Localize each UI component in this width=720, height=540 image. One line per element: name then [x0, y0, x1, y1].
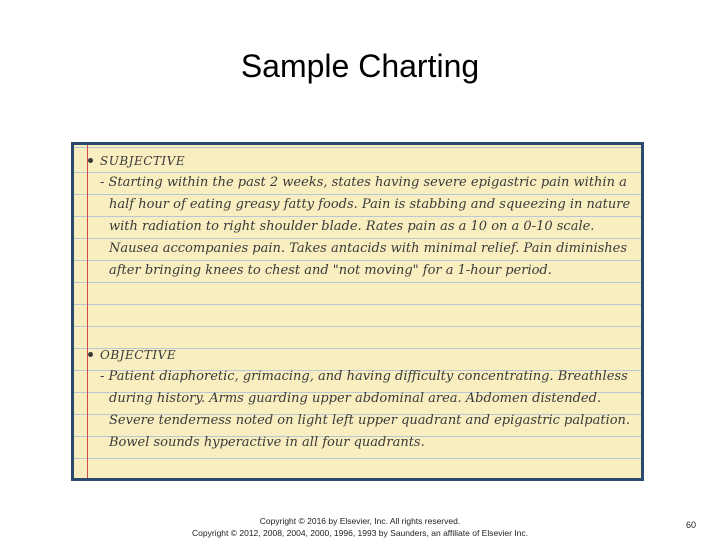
subjective-heading [86, 150, 634, 172]
copyright-footer [150, 515, 570, 539]
page-number: 60 [686, 520, 697, 530]
subjective-text: - Starting within the past 2 weeks, states having severe epigastric pain within a half hour of eating greasy fatty foods. Pain is stabbing and squeezing in nature with radiation to right shoulder blade. Rates pain as a 10 on a 0-10 scale. Nausea accompanies pain. Takes antacids with minimal relief. Pain diminishes after bringing knees to chest and "not moving" for a 1-hour period. [100, 175, 631, 278]
subjective-section [86, 150, 634, 282]
bullet-icon [88, 158, 93, 163]
objective-heading [86, 344, 634, 366]
subjective-heading-label: SUBJECTIVE [100, 154, 186, 168]
objective-body [86, 366, 634, 454]
copyright-line-2: Copyright © 2012, 2008, 2004, 2000, 1996, 1993 by Saunders, an affiliate of Elsevier Inc. [192, 528, 528, 538]
subjective-body [86, 172, 634, 282]
charting-notepad [71, 142, 644, 481]
copyright-line-1: Copyright © 2016 by Elsevier, Inc. All rights reserved. [259, 516, 461, 526]
objective-heading-label: OBJECTIVE [100, 348, 177, 362]
objective-text: - Patient diaphoretic, grimacing, and having difficulty concentrating. Breathless during history. Arms guarding upper abdominal area. Abdomen distended. Severe tenderness noted on light left upper quadrant and epigastric palpation. Bowel sounds hyperactive in all four quadrants. [100, 369, 631, 450]
objective-section [86, 344, 634, 454]
slide-title: Sample Charting [240, 48, 480, 84]
bullet-icon [88, 352, 93, 357]
